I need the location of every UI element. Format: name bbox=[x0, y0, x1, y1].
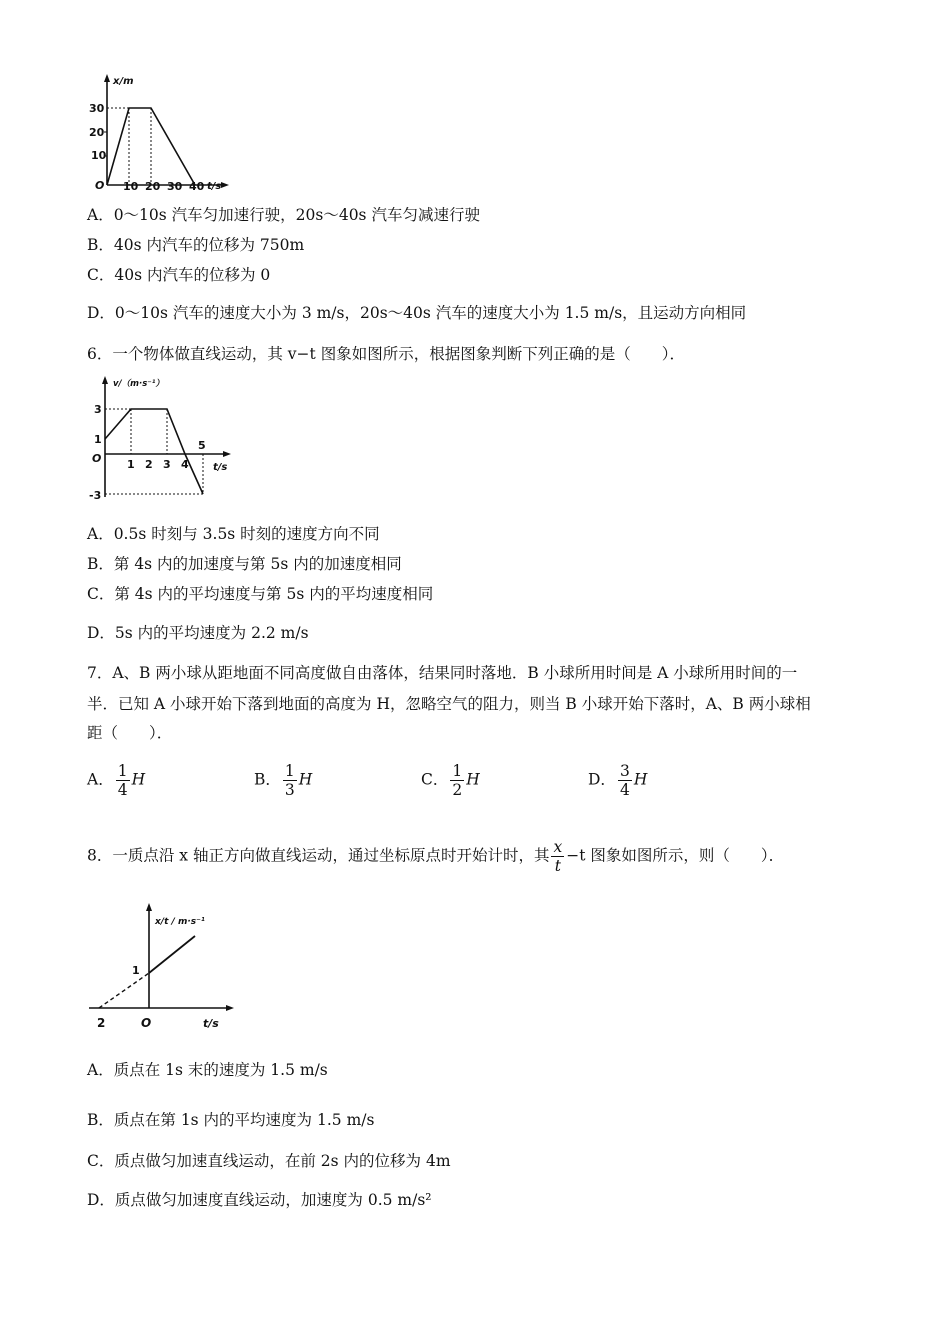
x-axis-label: t/s bbox=[213, 462, 228, 473]
q7-option-d: D． $\frac{3}{4}$ H bbox=[588, 762, 648, 799]
x-axis-arrow bbox=[221, 182, 229, 188]
x-tick-2: 2 bbox=[145, 458, 153, 471]
y-axis-arrow bbox=[104, 74, 110, 82]
q6-option-d: D．5s 内的平均速度为 2.2 m/s bbox=[87, 624, 309, 642]
origin-label: O bbox=[92, 452, 102, 465]
x-axis-arrow bbox=[223, 451, 231, 457]
q6-stem: 6．一个物体做直线运动，其 v−t 图象如图所示，根据图象判断下列正确的是（ ）． bbox=[87, 345, 685, 363]
q8-option-b: B．质点在第 1s 内的平均速度为 1.5 m/s bbox=[87, 1111, 375, 1129]
x-tick-40: 40 bbox=[189, 180, 205, 193]
x-axis-arrow bbox=[226, 1005, 234, 1011]
q7-option-b: B． $\frac{1}{3}$ H bbox=[254, 762, 313, 799]
x-tick-1: 1 bbox=[127, 458, 135, 471]
q7-stem-line-3: 距（ ）． bbox=[87, 724, 173, 742]
x-tick-5: 5 bbox=[198, 439, 206, 452]
y-tick-3: 3 bbox=[94, 403, 102, 416]
figure-v-t-graph bbox=[85, 372, 245, 504]
figure-x-t-graph bbox=[85, 70, 235, 195]
figure-xt-t-graph bbox=[85, 898, 245, 1033]
q6-option-b: B．第 4s 内的加速度与第 5s 内的加速度相同 bbox=[87, 555, 402, 573]
q5-option-d: D．0～10s 汽车的速度大小为 3 m/s，20s～40s 汽车的速度大小为 1.5 m/s，且运动方向相同 bbox=[87, 304, 747, 322]
x-tick-2: 2 bbox=[97, 1016, 106, 1030]
origin-label: O bbox=[141, 1016, 152, 1030]
y-tick-20: 20 bbox=[89, 126, 105, 139]
y-axis-label: v/（m·s⁻¹） bbox=[113, 379, 165, 389]
q6-option-c: C．第 4s 内的平均速度与第 5s 内的平均速度相同 bbox=[87, 585, 434, 603]
y-tick-1: 1 bbox=[132, 964, 140, 977]
xt-t-line bbox=[149, 936, 195, 973]
q6-option-a: A．0.5s 时刻与 3.5s 时刻的速度方向不同 bbox=[87, 525, 380, 543]
q7-option-c: C． $\frac{1}{2}$ H bbox=[421, 762, 480, 799]
y-axis-label: x/m bbox=[113, 76, 134, 87]
q8-option-d: D．质点做匀加速度直线运动，加速度为 0.5 m/s² bbox=[87, 1191, 432, 1209]
x-tick-4: 4 bbox=[181, 458, 189, 471]
y-axis-arrow bbox=[146, 903, 152, 911]
y-axis-label: x/t / m·s⁻¹ bbox=[155, 917, 205, 927]
q7-option-a: A． $\frac{1}{4}$ H bbox=[87, 762, 146, 799]
x-axis-label: t/s bbox=[207, 181, 222, 192]
v-t-line bbox=[105, 409, 203, 494]
q5-option-b: B．40s 内汽车的位移为 750m bbox=[87, 236, 305, 254]
x-tick-10: 10 bbox=[123, 180, 139, 193]
q8-option-a: A．质点在 1s 末的速度为 1.5 m/s bbox=[87, 1061, 328, 1079]
y-tick-30: 30 bbox=[89, 102, 105, 115]
q7-stem-line-1: 7．A、B 两小球从距地面不同高度做自由落体，结果同时落地．B 小球所用时间是 A 小球所用时间的一 bbox=[87, 664, 798, 682]
y-tick-1: 1 bbox=[94, 433, 102, 446]
x-tick-30: 30 bbox=[167, 180, 183, 193]
origin-label: O bbox=[95, 179, 105, 192]
x-axis-label: t/s bbox=[203, 1017, 219, 1030]
y-tick-10: 10 bbox=[91, 149, 107, 162]
y-axis-arrow bbox=[102, 376, 108, 384]
y-tick-neg3: -3 bbox=[89, 489, 102, 502]
q7-stem-line-2: 半．已知 A 小球开始下落到地面的高度为 H，忽略空气的阻力，则当 B 小球开始下落时，A、B 两小球相 bbox=[87, 695, 811, 713]
x-tick-3: 3 bbox=[163, 458, 171, 471]
q8-option-c: C．质点做匀加速直线运动，在前 2s 内的位移为 4m bbox=[87, 1152, 451, 1170]
extrapolated-line bbox=[99, 973, 149, 1008]
q5-option-c: C．40s 内汽车的位移为 0 bbox=[87, 266, 271, 284]
x-tick-20: 20 bbox=[145, 180, 161, 193]
q8-stem: 8．一质点沿 x 轴正方向做直线运动，通过坐标原点时开始计时，其 $\frac{x}{t}$ −t 图象如图所示，则（ ）． bbox=[87, 838, 785, 875]
q5-option-a: A．0～10s 汽车匀加速行驶，20s～40s 汽车匀减速行驶 bbox=[87, 206, 480, 224]
